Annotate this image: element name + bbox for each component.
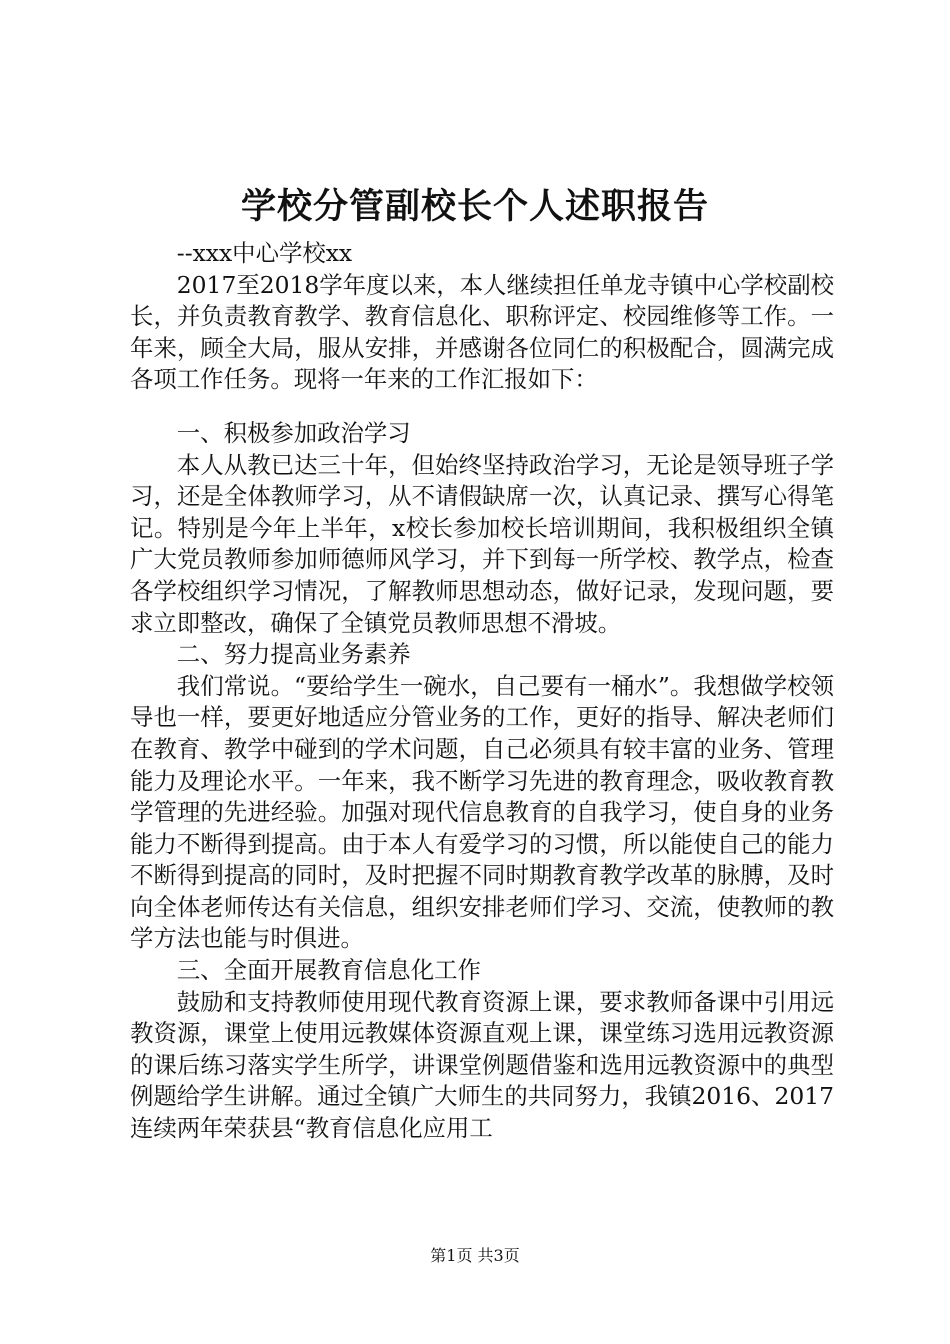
page-footer: 第1页 共3页 xyxy=(430,1246,520,1265)
section-heading-2: 二、努力提高业务素养 xyxy=(176,640,411,669)
paragraph-section-2: 我们常说。“要给学生一碗水，自己要有一桶水”。我想做学校领导也一样，要更好地适应分管业务的工作，更好的指导、解决老师们在教育、教学中碰到的学术问题，自己必须具有较丰富的业务、管理能力及理论水平。一年来，我不断学习先进的教育理念，吸收教育教学管理的先进经验。加强对现代信息教育的自我学习，使自身的业务能力不断得到提高。由于本人有爱学习的习惯，所以能使自己的能力不断得到提高的同时，及时把握不同时期教育教学改革的脉膊，及时向全体老师传达有关信息，组织安排老师们学习、交流，使教师的教学方法也能与时俱进。 xyxy=(130,671,834,953)
section-heading-1: 一、积极参加政治学习 xyxy=(176,418,411,447)
paragraph-spacer xyxy=(130,396,834,418)
paragraph-section-1: 本人从教已达三十年，但始终坚持政治学习，无论是领导班子学习，还是全体教师学习，从不请假缺席一次，认真记录、撰写心得笔记。特别是今年上半年，x校长参加校长培训期间，我积极组织全镇广大党员教师参加师德师风学习，并下到每一所学校、教学点，检查各学校组织学习情况，了解教师思想动态，做好记录，发现问题，要求立即整改，确保了全镇党员教师思想不滑坡。 xyxy=(130,450,834,637)
section-heading-3: 三、全面开展教育信息化工作 xyxy=(176,956,481,985)
document-body xyxy=(130,238,834,1145)
page-title: 学校分管副校长个人述职报告 xyxy=(240,186,709,227)
author-line: --xxx中心学校xx xyxy=(176,239,353,267)
paragraph-section-3: 鼓励和支持教师使用现代教育资源上课，要求教师备课中引用远教资源，课堂上使用远教媒体资源直观上课，课堂练习选用远教资源的课后练习落实学生所学，讲课堂例题借鉴和选用远教资源中的典型例题给学生讲解。通过全镇广大师生的共同努力，我镇2016、2017连续两年荣获县“教育信息化应用工 xyxy=(130,987,834,1143)
paragraph-intro: 2017至2018学年度以来，本人继续担任单龙寺镇中心学校副校长，并负责教育教学、教育信息化、职称评定、校园维修等工作。一年来，顾全大局，服从安排，并感谢各位同仁的积极配合，圆满完成各项工作任务。现将一年来的工作汇报如下： xyxy=(130,270,834,394)
